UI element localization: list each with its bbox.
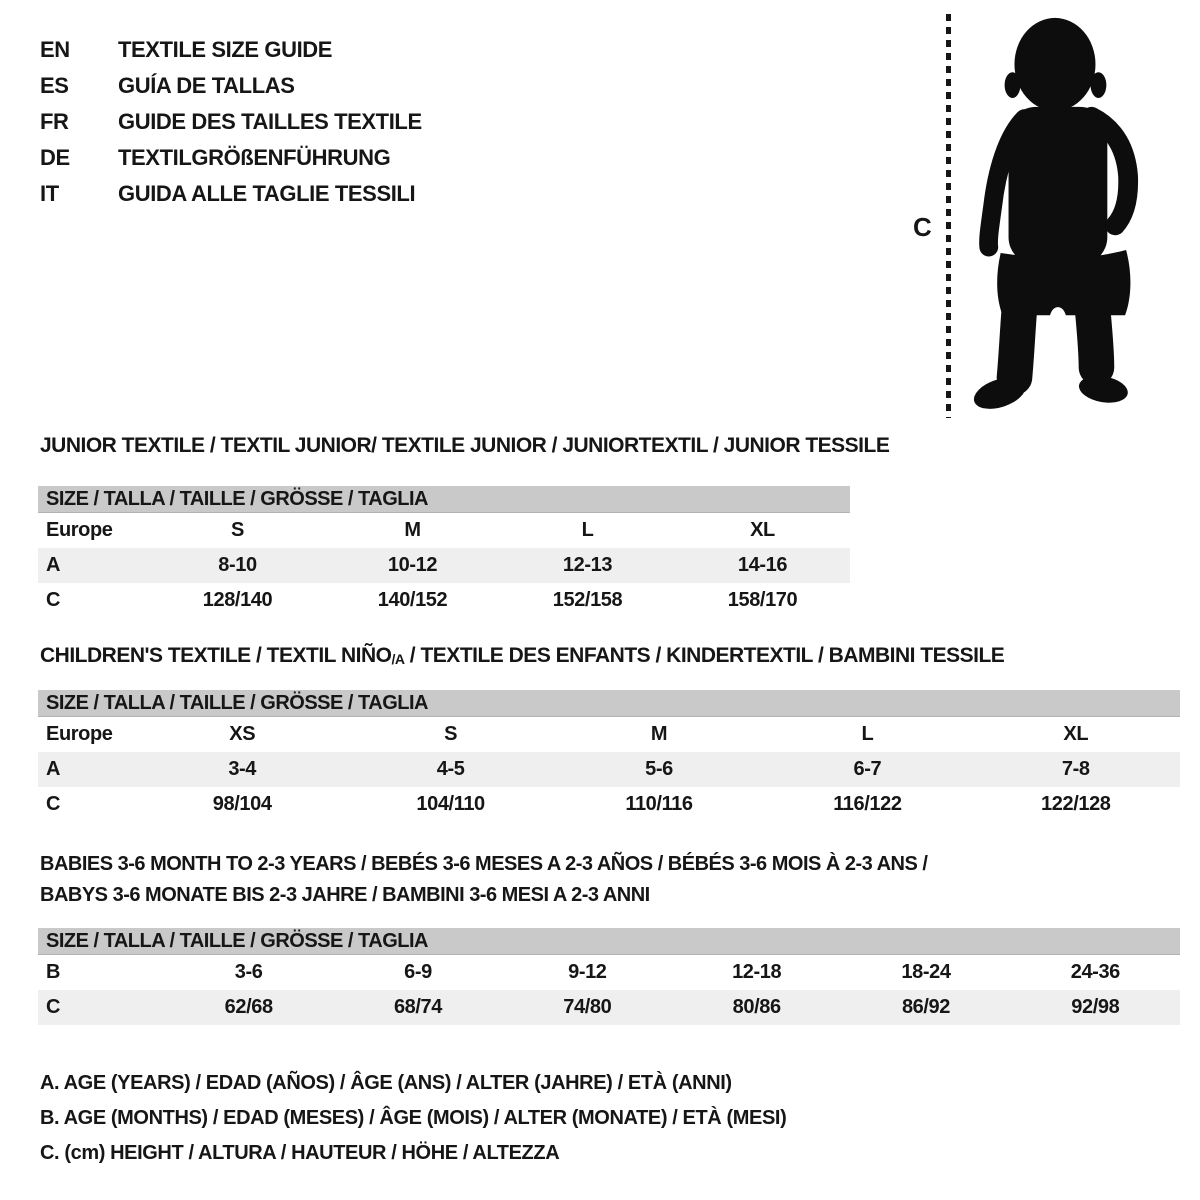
- value-cell: 9-12: [568, 961, 607, 983]
- value-cell: 5-6: [645, 758, 673, 780]
- value-cell: 6-7: [853, 758, 882, 780]
- measure-legend: [40, 1066, 786, 1171]
- guide-title: GUIDA ALLE TAGLIE TESSILI: [118, 181, 416, 206]
- language-code: IT: [40, 181, 59, 206]
- value-cell: 12-13: [562, 554, 613, 576]
- table-row: [38, 548, 850, 583]
- toddler-silhouette-image: [958, 12, 1148, 417]
- babies-size-table: [38, 928, 1180, 1025]
- value-cell: 24-36: [1070, 961, 1120, 983]
- table-row: [38, 955, 1180, 990]
- babies-section-heading: [40, 849, 927, 911]
- value-cell: 62/68: [224, 996, 273, 1018]
- children-size-table: [38, 690, 1180, 822]
- babies-heading-line: BABYS 3-6 MONATE BIS 2-3 JAHRE / BAMBINI 3-6 MESI A 2-3 ANNI: [40, 884, 650, 906]
- height-measure-label: C: [913, 212, 932, 242]
- children-heading-text: CHILDREN'S TEXTILE / TEXTIL NIÑO: [40, 644, 392, 667]
- height-measure-dashed-line: [946, 14, 951, 418]
- value-cell: 68/74: [393, 996, 443, 1018]
- col-header-cell: L: [861, 723, 874, 745]
- language-code: ES: [40, 73, 69, 98]
- value-cell: 98/104: [212, 793, 272, 815]
- column-header-row: [38, 513, 850, 548]
- legend-line-age-years: A. AGE (YEARS) / EDAD (AÑOS) / ÂGE (ANS) / ALTER (JAHRE) / ETÀ (ANNI): [40, 1072, 732, 1094]
- value-cell: 122/128: [1041, 793, 1111, 815]
- col-header-cell: M: [404, 519, 421, 541]
- language-row: [40, 140, 422, 176]
- size-header-bar: SIZE / TALLA / TAILLE / GRÖSSE / TAGLIA: [38, 486, 850, 513]
- value-cell: 74/80: [563, 996, 612, 1018]
- language-code: EN: [40, 37, 70, 62]
- row-label: A: [46, 554, 61, 576]
- value-cell: 86/92: [901, 996, 951, 1018]
- language-code: DE: [40, 145, 70, 170]
- guide-title: TEXTILGRÖßENFÜHRUNG: [118, 145, 391, 170]
- value-cell: 12-18: [732, 961, 782, 983]
- col-header-cell: L: [581, 519, 594, 541]
- guide-title: GUÍA DE TALLAS: [118, 73, 295, 98]
- row-label: Europe: [46, 519, 113, 541]
- value-cell: 152/158: [552, 589, 623, 611]
- row-label: B: [46, 961, 61, 983]
- row-label: C: [46, 793, 61, 815]
- value-cell: 8-10: [218, 554, 257, 576]
- table-row: [38, 752, 1180, 787]
- table-row: [38, 583, 850, 618]
- guide-title: TEXTILE SIZE GUIDE: [118, 37, 333, 62]
- language-row: [40, 176, 422, 212]
- col-header-cell: S: [444, 723, 458, 745]
- value-cell: 92/98: [1071, 996, 1120, 1018]
- value-cell: 158/170: [727, 589, 798, 611]
- junior-size-table: [38, 486, 850, 618]
- size-header-bar: SIZE / TALLA / TAILLE / GRÖSSE / TAGLIA: [38, 928, 1180, 955]
- value-cell: 104/110: [416, 793, 485, 815]
- size-header-bar: SIZE / TALLA / TAILLE / GRÖSSE / TAGLIA: [38, 690, 1180, 717]
- row-label: Europe: [46, 723, 113, 745]
- value-cell: 128/140: [202, 589, 273, 611]
- table-row: [38, 990, 1180, 1025]
- row-label: C: [46, 996, 61, 1018]
- value-cell: 80/86: [732, 996, 781, 1018]
- children-heading-text: / TEXTILE DES ENFANTS / KINDERTEXTIL / BAMBINI TESSILE: [404, 644, 1005, 667]
- children-heading-suffix: /A: [391, 651, 405, 667]
- value-cell: 10-12: [387, 554, 438, 576]
- value-cell: 18-24: [901, 961, 951, 983]
- babies-heading-line: BABIES 3-6 MONTH TO 2-3 YEARS / BEBÉS 3-6 MESES A 2-3 AÑOS / BÉBÉS 3-6 MOIS À 2-3 ANS /: [40, 853, 928, 875]
- value-cell: 116/122: [833, 793, 902, 815]
- value-cell: 3-6: [234, 961, 263, 983]
- value-cell: 3-4: [228, 758, 257, 780]
- column-header-row: [38, 717, 1180, 752]
- value-cell: 110/116: [625, 793, 693, 815]
- language-row: [40, 68, 422, 104]
- guide-title: GUIDE DES TAILLES TEXTILE: [118, 109, 422, 134]
- row-label: A: [46, 758, 61, 780]
- col-header-cell: XL: [1063, 723, 1089, 745]
- col-header-cell: XS: [229, 723, 256, 745]
- value-cell: 6-9: [404, 961, 432, 983]
- language-row: [40, 32, 422, 68]
- col-header-cell: XL: [750, 519, 775, 541]
- value-cell: 4-5: [436, 758, 465, 780]
- children-section-heading: [40, 644, 1004, 668]
- row-label: C: [46, 589, 61, 611]
- col-header-cell: M: [650, 723, 668, 745]
- junior-section-heading: JUNIOR TEXTILE / TEXTIL JUNIOR/ TEXTILE JUNIOR / JUNIORTEXTIL / JUNIOR TESSILE: [40, 434, 890, 457]
- value-cell: 7-8: [1061, 758, 1090, 780]
- table-row: [38, 787, 1180, 822]
- value-cell: 14-16: [737, 554, 788, 576]
- col-header-cell: S: [231, 519, 244, 541]
- language-row: [40, 104, 422, 140]
- legend-line-height-cm: C. (cm) HEIGHT / ALTURA / HAUTEUR / HÖHE / ALTEZZA: [40, 1142, 560, 1164]
- language-code: FR: [40, 109, 69, 134]
- legend-line-age-months: B. AGE (MONTHS) / EDAD (MESES) / ÂGE (MOIS) / ALTER (MONATE) / ETÀ (MESI): [40, 1107, 787, 1129]
- value-cell: 140/152: [377, 589, 448, 611]
- language-title-list: [40, 32, 422, 212]
